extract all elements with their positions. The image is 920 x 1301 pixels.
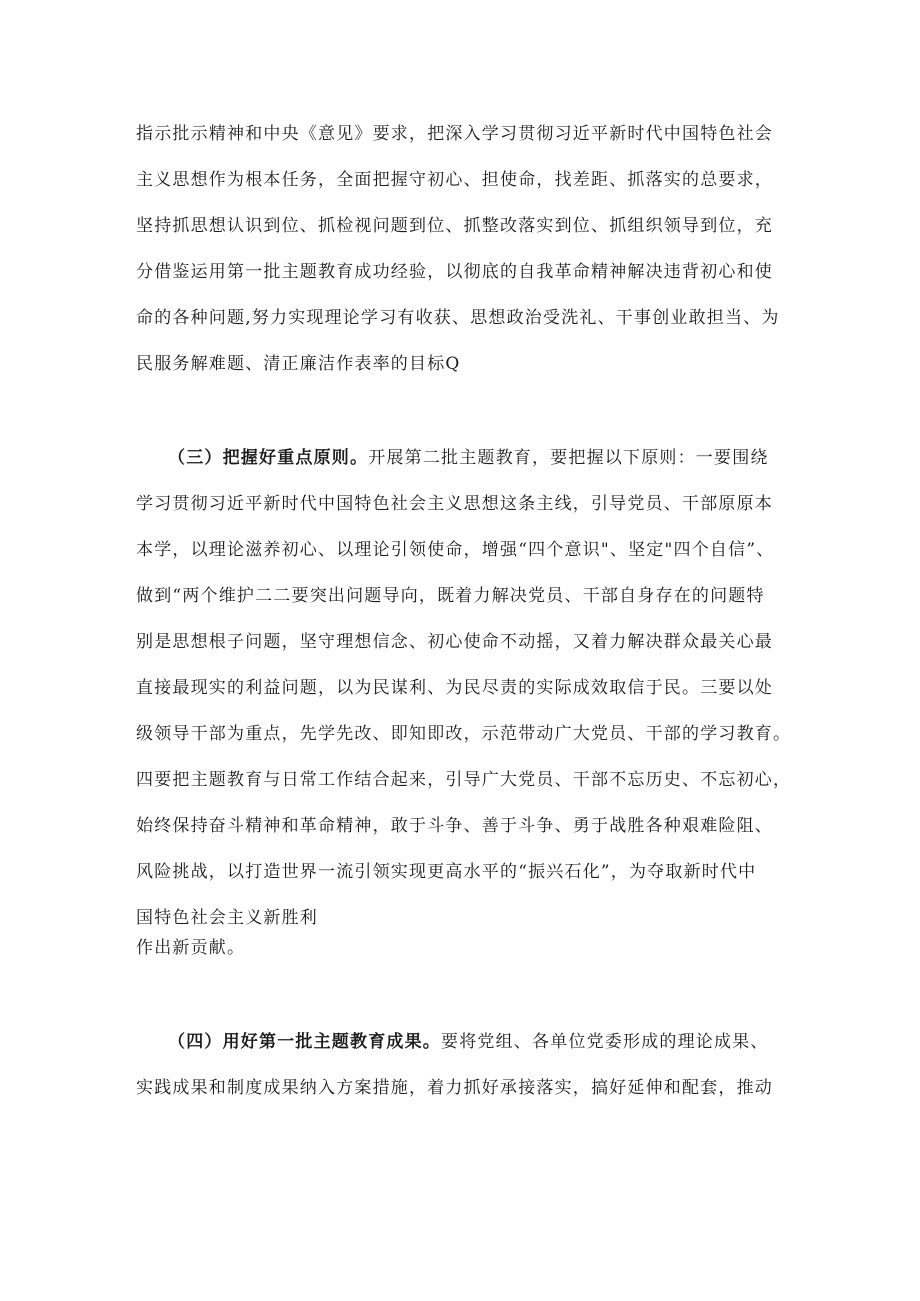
text-line: 分借鉴运用第一批主题教育成功经验，以彻底的自我革命精神解决违背初心和使 xyxy=(136,262,773,282)
text-line: 直接最现实的利益问题，以为民谋利、为民尽责的实际成效取信于民。三要以处 xyxy=(136,678,773,698)
text-line: 实践成果和制度成果纳入方案措施，着力抓好承接落实，搞好延伸和配套，推动 xyxy=(136,1078,773,1098)
text-line: 始终保持奋斗精神和革命精神，敢于斗争、善于斗争、勇于战胜各种艰难险阻、 xyxy=(136,816,773,836)
text-line: 做到“两个维护二二要突出问题导向，既着力解决党员、干部自身存在的问题特 xyxy=(136,586,765,606)
text-line: 国特色社会主义新胜利 xyxy=(136,908,318,928)
text-line: 作出新贡献。 xyxy=(136,938,246,958)
text-run: 要将党组、各单位党委形成的理论成果、 xyxy=(441,1032,769,1052)
text-line: 命的各种问题,努力实现理论学习有收获、思想政治受洗礼、干事创业敢担当、为 xyxy=(136,308,780,328)
text-line: 级领导干部为重点，先学先改、即知即改，示范带动广大党员、干部的学习教育。 xyxy=(136,724,792,744)
section-heading: （三）把握好重点原则。 xyxy=(168,448,369,468)
text-line: 风险挑战，以打造世界一流引领实现更高水平的“振兴石化”，为夺取新时代中 xyxy=(136,862,757,882)
text-line: 学习贯彻习近平新时代中国特色社会主义思想这条主线，引导党员、干部原原本 xyxy=(136,494,773,514)
text-line: 本学，以理论滋养初心、以理论引领使命，增强“四个意识"、坚定"四个自信”、 xyxy=(136,540,775,560)
text-line: 别是思想根子问题，坚守理想信念、初心使命不动摇，又着力解决群众最关心最 xyxy=(136,632,773,652)
text-line: 民服务解难题、清正廉洁作表率的目标Q xyxy=(136,354,461,374)
text-line-first xyxy=(168,448,769,468)
text-line: 指示批示精神和中央《意见》要求，把深入学习贯彻习近平新时代中国特色社会 xyxy=(136,124,773,144)
text-line: 主义思想作为根本任务，全面把握守初心、担使命，找差距、抓落实的总要求， xyxy=(136,170,773,190)
text-line: 坚持抓思想认识到位、抓检视问题到位、抓整改落实到位、抓组织领导到位，充 xyxy=(136,216,773,236)
text-run: 开展第二批主题教育，要把握以下原则：一要围绕 xyxy=(368,448,769,468)
section-heading: （四）用好第一批主题教育成果。 xyxy=(168,1032,441,1052)
text-line: 四要把主题教育与日常工作结合起来，引导广大党员、干部不忘历史、不忘初心， xyxy=(136,770,792,790)
text-line-first xyxy=(168,1032,769,1052)
